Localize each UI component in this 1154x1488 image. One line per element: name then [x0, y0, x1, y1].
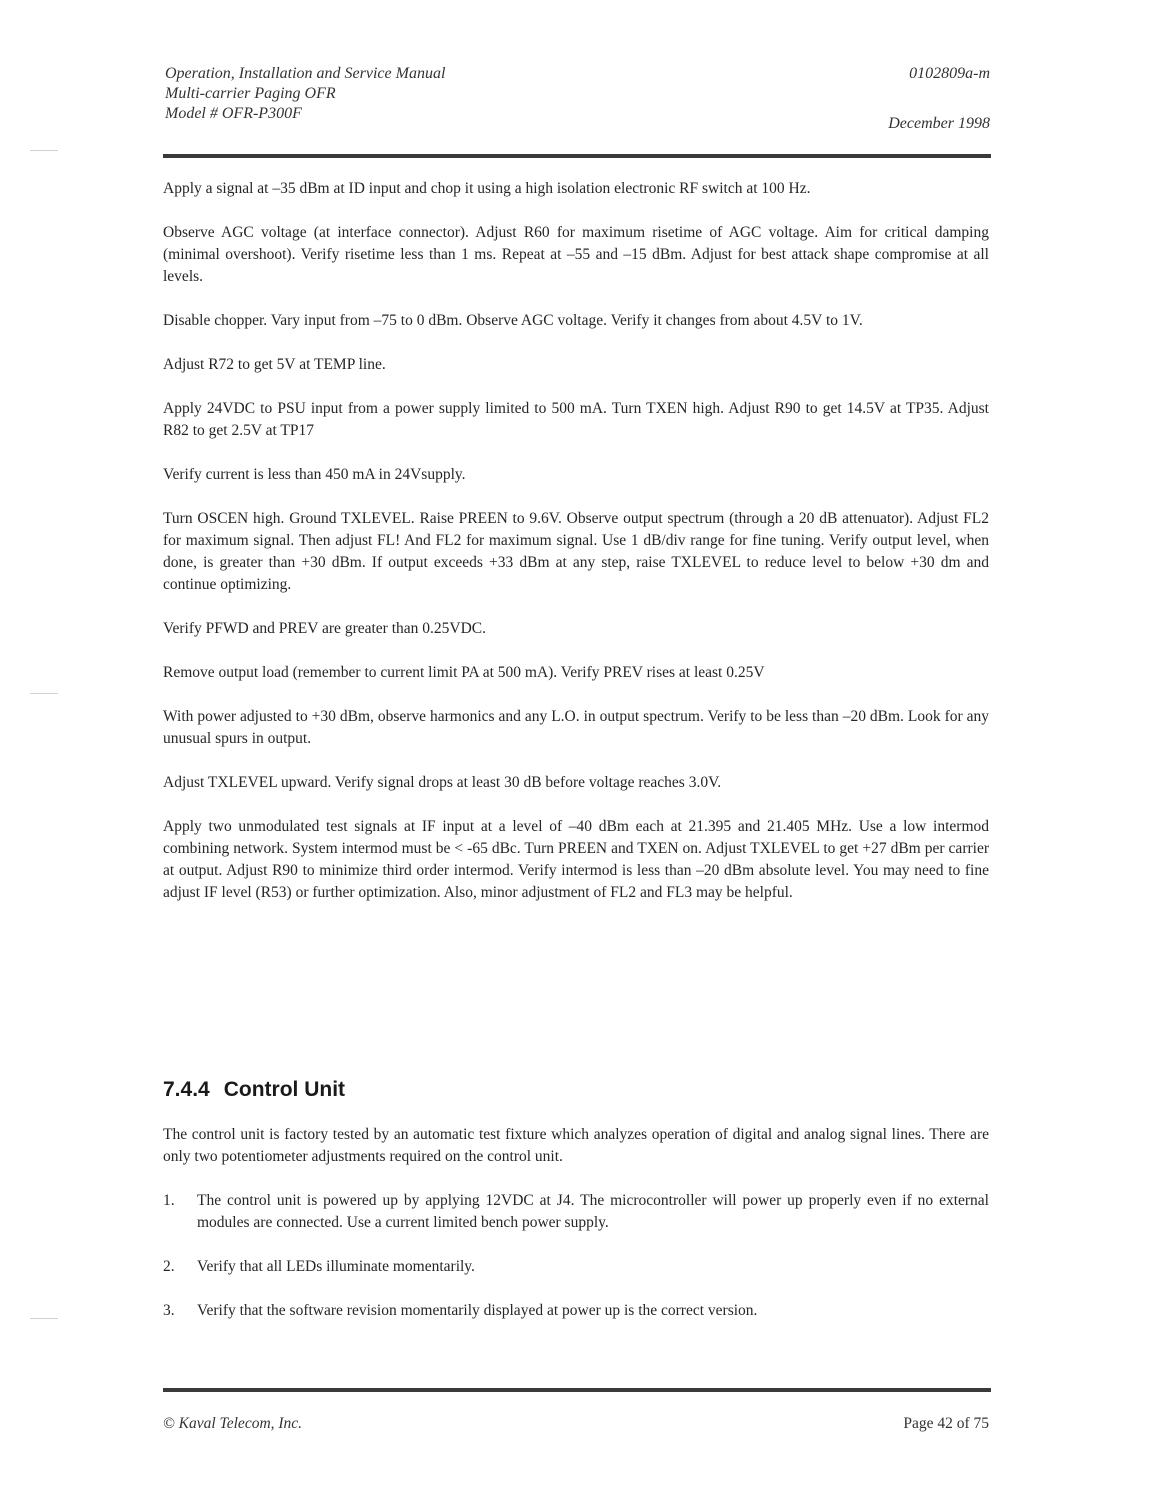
- list-item: [163, 1256, 989, 1278]
- paragraph: Apply 24VDC to PSU input from a power supply limited to 500 mA. Turn TXEN high. Adjust R90 to get 14.5V at TP35. Adjust R82 to get 2.5V at TP17: [163, 400, 989, 439]
- list-item: [163, 1300, 989, 1322]
- paragraph: Adjust R72 to get 5V at TEMP line.: [163, 356, 386, 373]
- step-list: [163, 1190, 989, 1322]
- step-text: The control unit is powered up by applying 12VDC at J4. The microcontroller will power up properly even if no external modules are connected. Use a current limited bench power supply.: [197, 1192, 989, 1231]
- paragraph: Remove output load (remember to current limit PA at 500 mA). Verify PREV rises at least 0.25V: [163, 664, 765, 681]
- header-divider: [163, 154, 991, 158]
- step-text: Verify that all LEDs illuminate momentarily.: [197, 1258, 475, 1275]
- scan-edge-mark: [30, 150, 58, 151]
- step-number: 2.: [163, 1258, 175, 1275]
- scan-edge-mark: [30, 693, 58, 694]
- paragraph: With power adjusted to +30 dBm, observe harmonics and any L.O. in output spectrum. Verify to be less than –20 dBm. Look for any unusual spurs in output.: [163, 708, 989, 747]
- document-date: December 1998: [888, 115, 990, 132]
- product-name: Multi-carrier Paging OFR: [165, 85, 336, 102]
- procedure-text: [163, 178, 989, 926]
- copyright-notice: © Kaval Telecom, Inc.: [163, 1415, 303, 1432]
- section-content: [163, 1124, 989, 1344]
- paragraph: Observe AGC voltage (at interface connector). Adjust R60 for maximum risetime of AGC voltage. Aim for critical damping (minimal overshoot). Verify risetime less than 1 ms. Repeat at –55 and –15 dBm. Adjust for best attack shape compromise at all levels.: [163, 224, 989, 285]
- paragraph: Verify PFWD and PREV are greater than 0.25VDC.: [163, 620, 486, 637]
- section-number: 7.4.4: [163, 1078, 210, 1101]
- manual-title: Operation, Installation and Service Manual: [165, 65, 446, 82]
- paragraph: Adjust TXLEVEL upward. Verify signal drops at least 30 dB before voltage reaches 3.0V.: [163, 774, 722, 791]
- list-item: [163, 1190, 989, 1234]
- model-number: Model # OFR-P300F: [165, 105, 302, 122]
- paragraph: Apply two unmodulated test signals at IF input at a level of –40 dBm each at 21.395 and 21.405 MHz. Use a low intermod combining network. System intermod must be < -65 dBc. Turn PREEN and TXEN on. Adjust TXLEVEL to get +27 dBm per carrier at output. Adjust R90 to minimize third order intermod. Verify intermod is less than –20 dBm absolute level. You may need to fine adjust IF level (R53) or further optimization. Also, minor adjustment of FL2 and FL3 may be helpful.: [163, 818, 989, 901]
- header-right: [690, 64, 990, 134]
- scan-edge-mark: [30, 1318, 58, 1319]
- document-number: 0102809a-m: [909, 65, 990, 82]
- paragraph: Verify current is less than 450 mA in 24Vsupply.: [163, 466, 466, 483]
- step-number: 3.: [163, 1302, 175, 1319]
- step-text: Verify that the software revision momentarily displayed at power up is the correct version.: [197, 1302, 758, 1319]
- page-number: Page 42 of 75: [903, 1415, 989, 1432]
- paragraph: Turn OSCEN high. Ground TXLEVEL. Raise PREEN to 9.6V. Observe output spectrum (through a 20 dB attenuator). Adjust FL2 for maximum signal. Then adjust FL! And FL2 for maximum signal. Use 1 dB/div range for fine tuning. Verify output level, when done, is greater than +30 dBm. If output exceeds +33 dBm at any step, raise TXLEVEL to reduce level to below +30 dm and continue optimizing.: [163, 510, 989, 593]
- section-title: Control Unit: [223, 1078, 346, 1101]
- step-number: 1.: [163, 1192, 175, 1209]
- paragraph: Disable chopper. Vary input from –75 to 0 dBm. Observe AGC voltage. Verify it changes from about 4.5V to 1V.: [163, 312, 863, 329]
- paragraph: Apply a signal at –35 dBm at ID input and chop it using a high isolation electronic RF switch at 100 Hz.: [163, 180, 811, 197]
- section-intro: The control unit is factory tested by an automatic test fixture which analyzes operation of digital and analog signal lines. There are only two potentiometer adjustments required on the control unit.: [163, 1126, 989, 1165]
- header-left: [165, 64, 665, 124]
- footer-divider: [163, 1388, 991, 1392]
- section-heading: [163, 1078, 345, 1102]
